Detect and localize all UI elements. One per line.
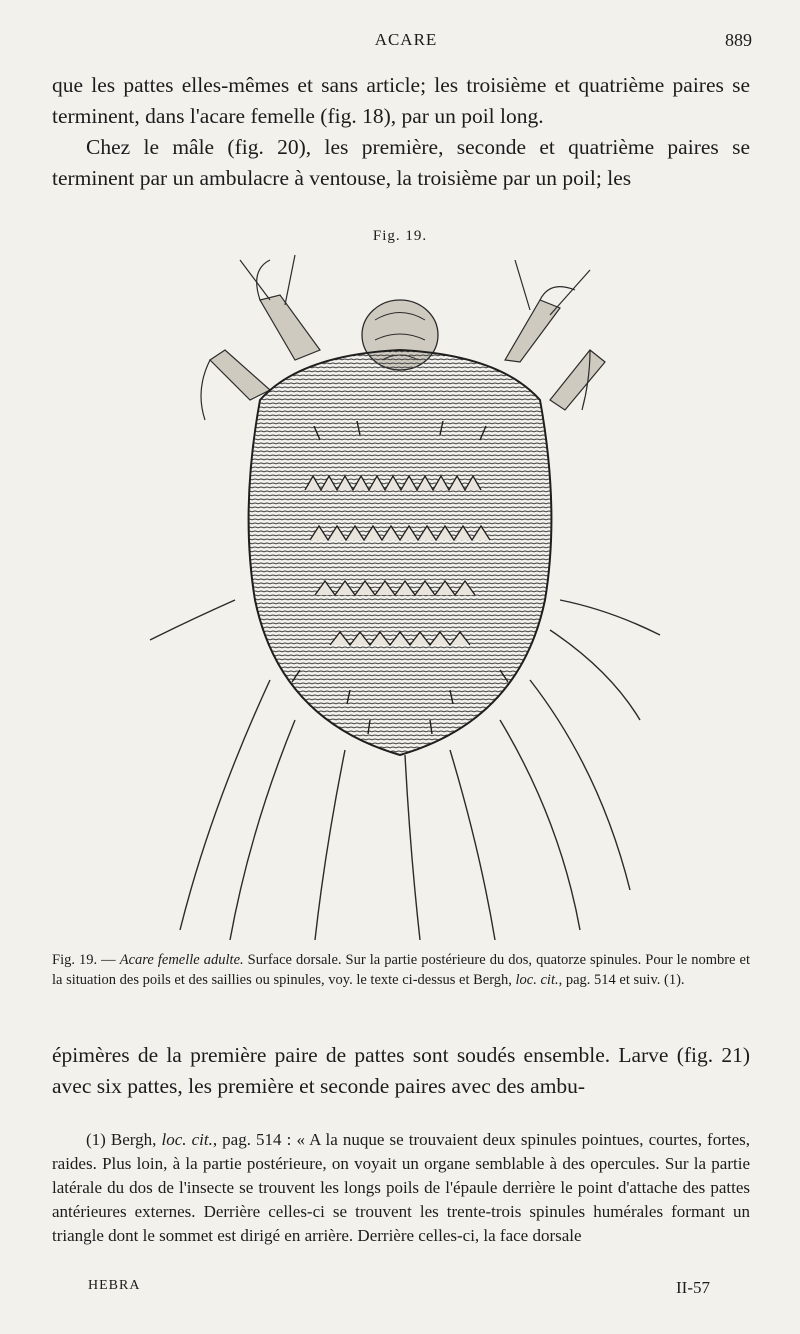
running-head xyxy=(60,30,752,54)
page-footer xyxy=(88,1278,710,1300)
caption-text-end: , pag. 514 et suiv. (1). xyxy=(558,972,685,988)
footnote-lead: (1) Bergh, xyxy=(86,1130,162,1149)
footer-volume: II-57 xyxy=(676,1278,710,1297)
figure-title: Fig. 19. xyxy=(372,228,428,244)
footnote-text: , pag. 514 : « A la nuque se trouvaient deux spinules pointues, courtes, fortes, raides. Plus loin, à la partie postérieure, on voyait un organe semblable à des opercules. Sur la partie latérale du dos de l'insecte se trouvent les longs poils de l'épaule derrière le point d'attache des pattes antérieures externes. Derrière celles-ci se trouvent les trente-trois spinules humérales formant un triangle dont le sommet est dirigé en arrière. Derrière celles-ci, la face dorsale xyxy=(52,1130,751,1245)
caption-dash: — xyxy=(97,952,120,968)
body-paragraph-top xyxy=(52,70,750,194)
footnote-loc-cit: loc. cit. xyxy=(161,1130,213,1149)
page-number: 889 xyxy=(725,30,752,50)
acarus-female-dorsal-engraving-icon xyxy=(120,250,680,940)
figure-caption xyxy=(52,950,750,990)
caption-text: Surface dorsale. Sur la partie postérieure du dos, quatorze spinules. Pour le nombre et la situation des poils et des saillies ou spinules, voy. le texte ci-dessus et Bergh, xyxy=(52,952,750,988)
body-text-line: Chez le mâle (fig. 20), les première, seconde et quatrième paires se terminent par un ambulacre à ventouse, la troisième par un poil; les xyxy=(52,135,750,190)
body-text-line: que les pattes elles-mêmes et sans article; les troisième et quatrième paires se terminent, dans l'acare femelle (fig. 18), par un poil long. xyxy=(52,73,750,128)
caption-italic-title: Acare femelle adulte. xyxy=(119,952,244,968)
footnote xyxy=(52,1128,750,1248)
footer-signature: HEBRA xyxy=(88,1278,141,1293)
body-paragraph-bottom xyxy=(52,1040,750,1102)
body-text-line: épimères de la première paire de pattes sont soudés ensemble. Larve (fig. 21) avec six pattes, les première et seconde paires avec des ambu- xyxy=(52,1043,750,1098)
caption-loc-cit: loc. cit. xyxy=(515,972,559,988)
running-head-title: ACARE xyxy=(374,30,438,49)
caption-label: Fig. 19. xyxy=(52,952,98,968)
